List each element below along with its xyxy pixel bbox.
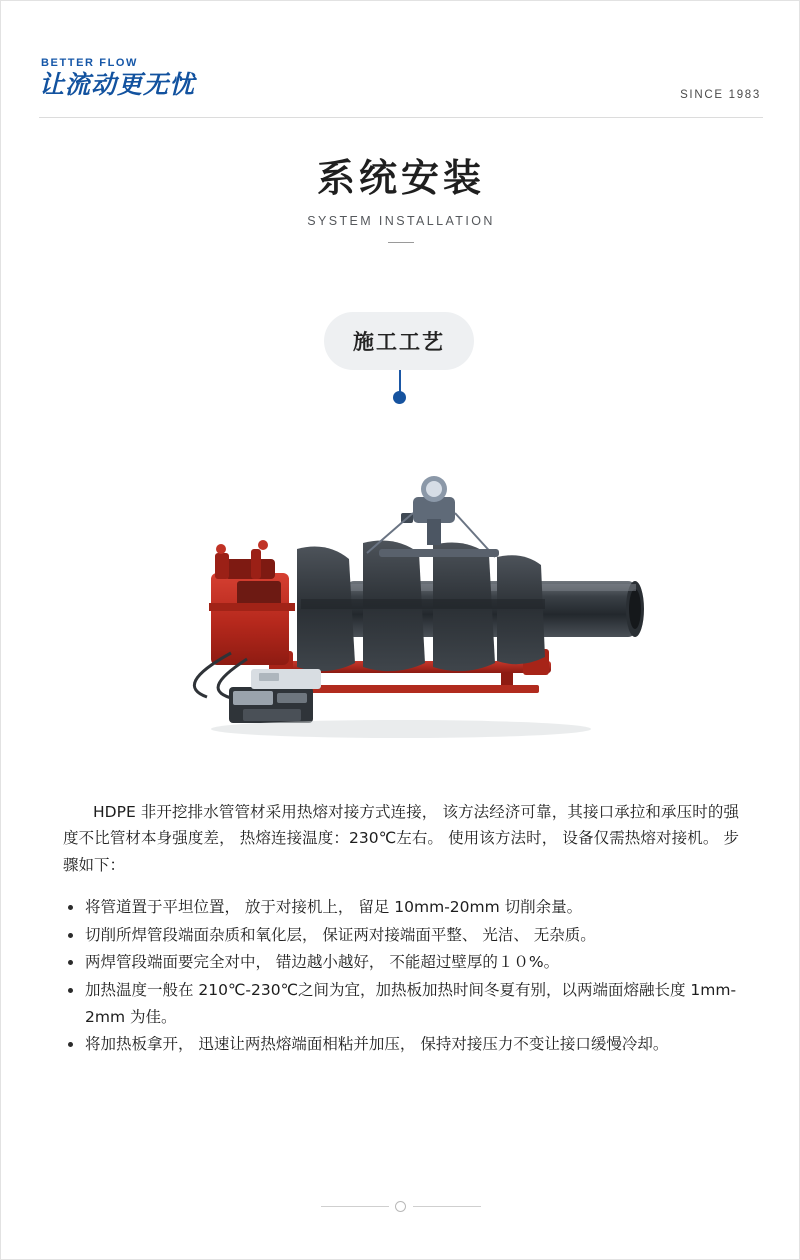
welding-machine-figure	[151, 453, 651, 751]
list-item: 加热温度一般在 210℃-230℃之间为宜，加热板加热时间冬夏有别，以两端面熔融长度 1mm-2mm 为佳。	[63, 977, 739, 1030]
brand-logo	[39, 57, 195, 97]
badge-connector-dot	[393, 391, 406, 404]
footer-circle-icon	[395, 1201, 406, 1212]
hydraulic-clamp-unit	[209, 540, 295, 665]
brand-tagline: BETTER FLOW	[41, 57, 139, 69]
page-title: 系统安装	[316, 156, 485, 200]
page-header	[1, 1, 800, 119]
page-subtitle: SYSTEM INSTALLATION	[307, 214, 495, 228]
badge-connector-line	[399, 370, 401, 392]
section-badge	[324, 312, 474, 370]
content-body	[63, 783, 739, 1059]
since-label: SINCE 1983	[680, 89, 761, 101]
list-item: 切削所焊管段端面杂质和氧化层， 保证两对接端面平整、 光洁、 无杂质。	[63, 922, 739, 949]
list-item: 将加热板拿开， 迅速让两热熔端面相粘并加压， 保持对接压力不变让接口缓慢冷却。	[63, 1031, 739, 1058]
page-footer-ornament	[1, 1197, 800, 1217]
footer-rule-right	[413, 1206, 481, 1207]
section-badge-label: 施工工艺	[353, 330, 445, 354]
list-item: 将管道置于平坦位置， 放于对接机上， 留足 10mm-20mm 切削余量。	[63, 894, 739, 921]
steps-list	[63, 894, 739, 1058]
brand-name-cn: 让流动更无忧	[39, 70, 196, 99]
clamp-jaws	[297, 541, 545, 672]
intro-paragraph: HDPE 非开挖排水管管材采用热熔对接方式连接， 该方法经济可靠，其接口承拉和承压时的强度不比管材本身强度差， 热熔连接温度：230℃左右。 使用该方法时， 设备仅需热熔对接机。 步骤如下：	[63, 802, 739, 874]
title-underline	[388, 242, 414, 243]
hydraulic-power-unit	[229, 669, 321, 723]
header-divider	[39, 117, 763, 118]
footer-rule-left	[321, 1206, 389, 1207]
page-title-block	[1, 147, 800, 243]
list-item: 两焊管段端面要完全对中， 错边越小越好， 不能超过壁厚的１０%。	[63, 949, 739, 976]
welding-machine-illustration	[151, 453, 651, 751]
